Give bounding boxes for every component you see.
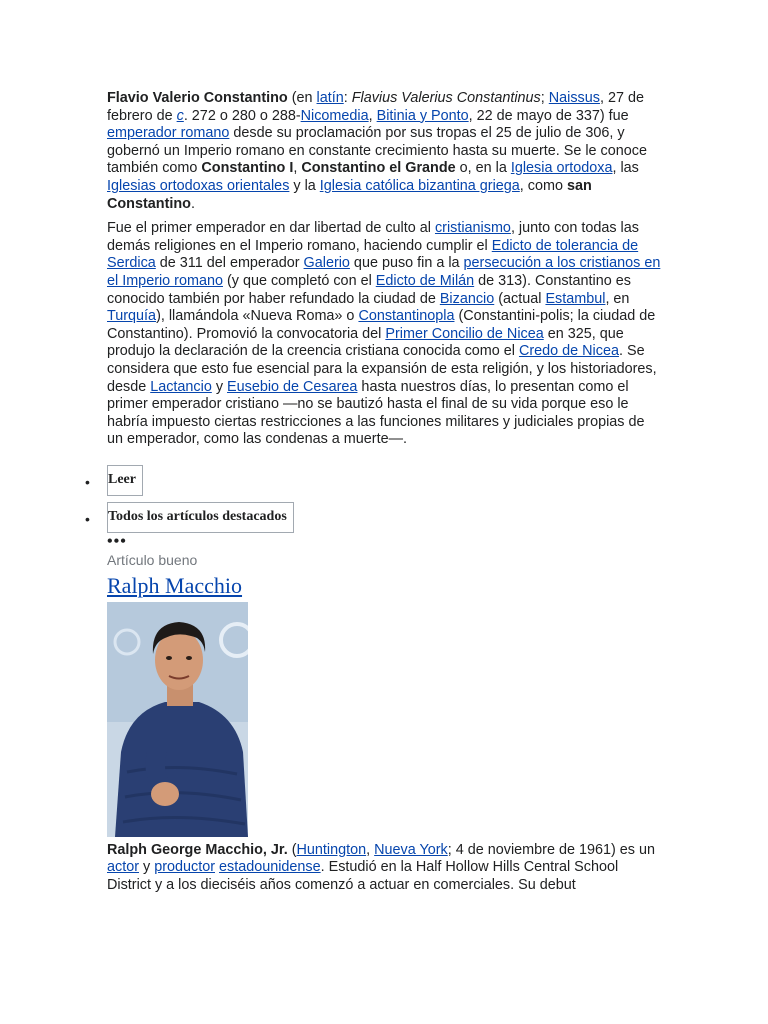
text: en 325, que produjo la declaración de la creencia cristiana conocida como el [107,325,624,360]
link-constantinopla[interactable]: Constantinopla [358,308,455,325]
link-iglesia-ortodoxa[interactable]: Iglesia ortodoxa [510,160,613,177]
alt-name-3: san Constantino [107,177,592,212]
text: de 313). Constantino es conocido también por haber refundado la ciudad de [107,272,631,307]
list-item [85,502,663,533]
text: Fue el primer emperador en dar libertad de culto al [107,220,435,237]
link-galerio[interactable]: Galerio [303,255,350,272]
link-bizancio[interactable]: Bizancio [439,290,495,307]
link-huntington[interactable]: Huntington [296,841,367,858]
alt-name-1: Constantino I [201,160,294,177]
text: , [293,160,302,177]
text: que puso fin a la [349,255,464,272]
link-actor[interactable]: actor [107,859,139,876]
text: y [139,859,155,876]
link-estambul[interactable]: Estambul [545,290,606,307]
text: hasta nuestros días, lo presentan como el primer emperador cristiano —no se bautizó hasta el final de su vida porque eso le habría impuesto ciertas restricciones a las funciones militares y judiciales propias de un emperador, como las condenas a muerte—. [107,378,645,448]
text: de 311 del emperador [155,255,304,272]
featured-actions [85,465,663,533]
link-estadounidense[interactable]: estadounidense [219,859,321,876]
link-circa[interactable]: c [176,107,184,124]
link-persecucion[interactable]: persecución a los cristianos en el Imperio romano [107,255,661,289]
text: (en [287,90,317,106]
text: ; 4 de noviembre de 1961) es un [447,841,655,858]
link-productor[interactable]: productor [154,859,215,876]
text: ; [540,90,549,106]
link-nueva-york[interactable]: Nueva York [374,841,448,858]
text: . 272 o 280 o 288- [183,107,301,124]
featured-article-paragraph-1 [107,90,663,213]
good-article-title [107,572,663,600]
link-lactancio[interactable]: Lactancio [150,378,212,395]
link-iglesia-catolica-bizantina[interactable]: Iglesia católica bizantina griega [319,177,520,194]
good-article-kicker: Artículo bueno [107,551,198,568]
link-eusebio[interactable]: Eusebio de Cesarea [227,378,358,395]
text: , las [612,160,639,177]
link-cristianismo[interactable]: cristianismo [434,220,511,237]
eye [166,656,172,660]
link-edicto-milan[interactable]: Edicto de Milán [375,272,475,289]
text: desde su proclamación por sus tropas el 25 de julio de 306, y gobernó un Imperio romano en constante crecimiento hasta su muerte. Se le conoce también como [107,125,647,177]
text: , [368,107,377,124]
portrait-photo[interactable] [107,602,248,837]
list-item [85,465,663,496]
article-subject: Flavio Valerio Constantino [107,90,288,106]
text: . [190,195,195,212]
text: , 22 de mayo de 337) fue [468,107,629,124]
text: , junto con todas las demás religiones en el Imperio romano, haciendo cumplir el [107,220,639,254]
good-article-title-link[interactable]: Ralph Macchio [107,572,243,598]
good-article-summary [107,842,663,895]
link-edicto-serdica[interactable]: Edicto de tolerancia de Serdica [107,237,639,272]
link-naissus[interactable]: Naissus [548,90,600,106]
alt-name-2: Constantino el Grande [301,160,456,177]
text: (Constantini-polis; la ciudad de Constantino). Promovió la convocatoria del [107,308,656,342]
link-nicomedia[interactable]: Nicomedia [300,107,369,124]
text: (actual [494,290,546,307]
text: . Se considera que esto fue esencial para la expansión de esta religión, y los historiadores, desde [107,343,657,395]
text: , [366,841,375,858]
link-emperador-romano[interactable]: emperador romano [107,125,230,142]
link-credo-nicea[interactable]: Credo de Nicea [518,343,619,360]
text: y [211,378,228,395]
link-iglesias-ortodoxas-orientales[interactable]: Iglesias ortodoxas orientales [107,177,290,194]
text: , 27 de febrero de [107,90,644,124]
text: . Estudió en la Half Hollow Hills Central School District y a los dieciséis años comenzó a actuar en comerciales. Su debut [107,859,619,894]
all-featured-button[interactable]: Todos los artículos destacados [107,502,294,533]
link-bitinia-y-ponto[interactable]: Bitinia y Ponto [376,107,469,124]
featured-article-paragraph-2 [107,220,663,449]
link-concilio-nicea[interactable]: Primer Concilio de Nicea [385,325,544,342]
text: , como [519,177,567,194]
eye [186,656,192,660]
more-dots-icon[interactable]: ••• [107,532,127,550]
article-content [107,90,663,895]
read-button[interactable]: Leer [107,465,143,496]
link-latin[interactable]: latín [316,90,344,106]
text: y la [289,177,320,194]
text: : [343,90,352,106]
fist [151,782,179,806]
text: (y que completó con el [222,272,376,289]
text: ), llamándola «Nueva Roma» o [156,308,359,325]
text: ( [287,841,297,858]
text: o, en la [455,160,511,177]
bio-subject: Ralph George Macchio, Jr. [107,841,288,858]
text: , en [605,290,630,307]
link-turquia[interactable]: Turquía [107,308,157,325]
latin-name: Flavius Valerius Constantinus [351,90,541,106]
